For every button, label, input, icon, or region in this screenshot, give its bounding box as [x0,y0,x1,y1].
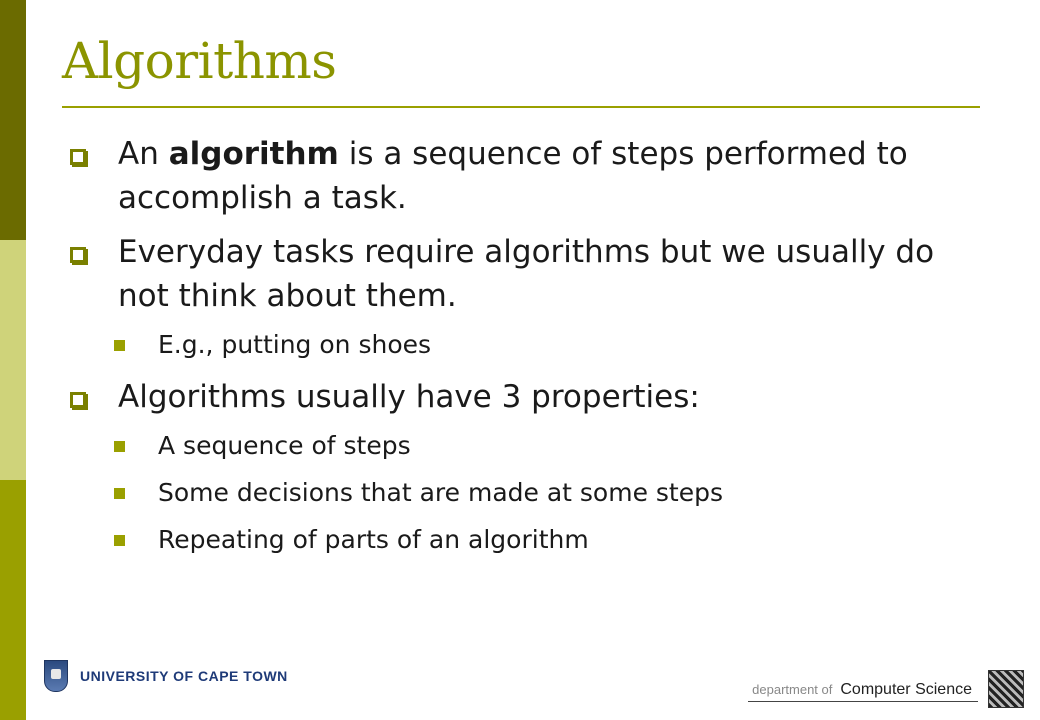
university-name: UNIVERSITY OF CAPE TOWN [80,668,288,684]
filled-square-bullet-icon [114,441,125,452]
sub-bullet-text: Repeating of parts of an algorithm [158,525,589,554]
filled-square-bullet-icon [114,535,125,546]
university-logo [44,660,288,692]
sub-bullet-2-2 [70,476,990,510]
bullet-text: Algorithms usually have 3 properties: [118,379,700,415]
filled-square-bullet-icon [114,340,125,351]
slide-title: Algorithms [62,32,337,90]
department-label [748,681,978,702]
department-name: Computer Science [840,681,972,698]
sub-bullet-2-3 [70,523,990,557]
department-prefix: department of [752,682,833,697]
accent-bar-top [0,0,26,240]
crest-icon [44,660,68,692]
square-bullet-icon [70,392,86,408]
sub-bullet-2-1 [70,429,990,463]
bullet-2 [70,230,990,318]
sub-bullet-text: A sequence of steps [158,431,411,460]
square-bullet-icon [70,149,86,165]
bullet-text-part: An [118,136,169,172]
sub-bullet-text: E.g., putting on shoes [158,330,432,359]
accent-bar-middle [0,240,26,480]
department-emblem-icon [988,670,1024,708]
accent-bar-bottom [0,480,26,720]
sub-bullet-text: Some decisions that are made at some steps [158,478,724,507]
bullet-3 [70,375,990,419]
slide-content [70,132,990,570]
filled-square-bullet-icon [114,488,125,499]
bullet-text-part: is a sequence of steps performed to accomplish a task. [118,136,908,216]
bullet-text-bold: algorithm [168,136,339,172]
square-bullet-icon [70,247,86,263]
department-logo [748,670,1024,708]
bullet-text: Everyday tasks require algorithms but we usually do not think about them. [118,234,935,314]
bullet-1 [70,132,990,220]
title-divider [62,106,980,108]
sub-bullet-1-1 [70,328,990,362]
